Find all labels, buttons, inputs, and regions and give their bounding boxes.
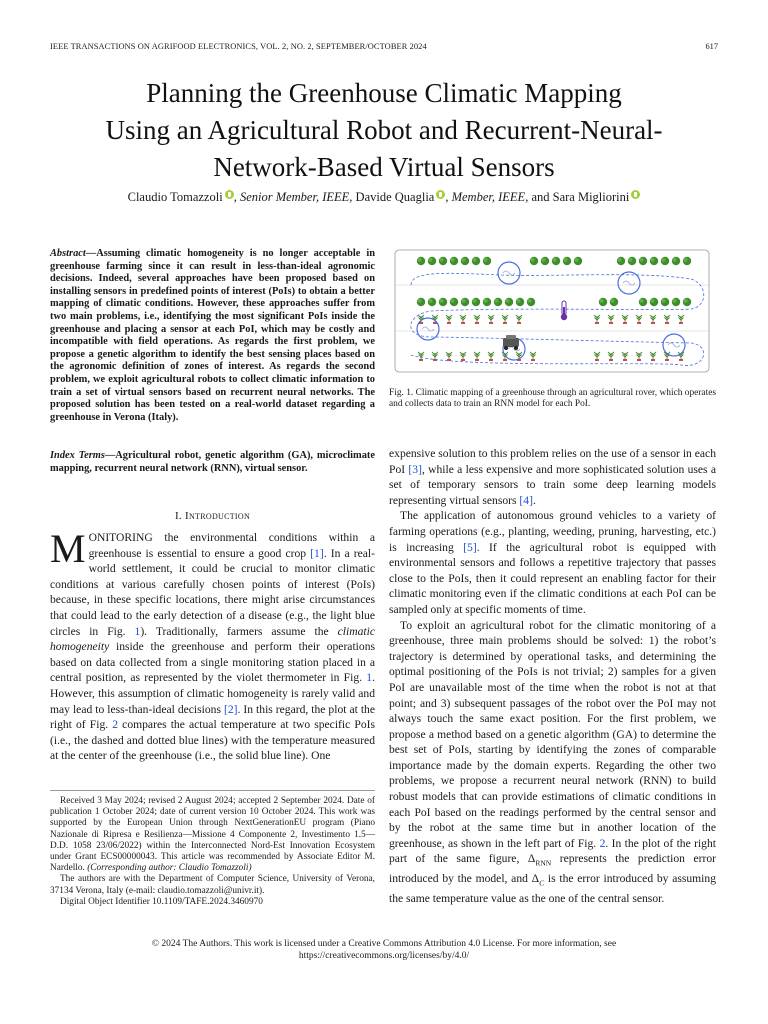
poi-circles [417, 262, 685, 360]
page-number: 617 [705, 42, 718, 51]
text-run: . In a real-world settlement, it could be crucial to monitor climatic conditions at various carefully chosen points of interest (PoIs) because, in these specific locations, there might arise circumstances that could lead to the early detection of a disease (e.g., the light blue circles in Fig. [50, 546, 375, 638]
paragraph [389, 618, 716, 907]
citation-link[interactable]: [2] [223, 702, 238, 716]
text-run: . In this regard, the plot at the right of Fig. [50, 702, 375, 732]
index-terms-text: —Agricultural robot, genetic algorithm (GA), microclimate mapping, recurrent neural network (RNN), virtual sensor. [50, 450, 375, 474]
orcid-icon[interactable] [436, 190, 445, 199]
citation-link[interactable]: [4] [519, 493, 533, 507]
text-run: , while a less expensive and more sophisticated solution uses a set of temporary sensors to train some deep learning models representing virtual sensors [389, 462, 716, 507]
footnote-affiliation: The authors are with the Department of Computer Science, University of Verona, 37134 Verona, Italy (e-mail: claudio.tomazzoli@univr.it). [50, 874, 375, 896]
abstract-label: Abstract [50, 248, 86, 259]
text-run: To exploit an agricultural robot for the climatic monitoring of a greenhouse, three main problems should be solved: 1) the robot’s trajectory is determined by operational tasks, and determining the optimal positioning of the PoIs is not trivial; 2) samples for a given PoI are unavailable most of the time when the robot is not at that point; and 3) subsequent passages of the robot over the PoI may not always touch the same exact position. For the first problem, we propose a method based on a genetic algorithm (GA) to determine the best set of PoIs, starting by identifying the zones of comparable importance made by the domain experts. Regarding the other two problems, we propose a recurrent neural network (RNN) to build robust models that can provide estimations of climatic conditions in each PoI based on the readings performed by the central sensor and by the robot at the same time but in another location of the greenhouse, as shown in the left part of Fig. [389, 618, 716, 850]
citation-link[interactable]: [3] [408, 462, 422, 476]
text-run: ). Traditionally, farmers assume the [140, 624, 338, 638]
emphasis: climatic homogeneity [50, 624, 375, 654]
text-run: inside the greenhouse and perform their operations based on data collected from a single monitoring station placed in a central position, as represented by the violet thermometer in Fig. [50, 640, 375, 685]
author-role: Member, IEEE [451, 190, 526, 204]
text-run: . In the plot of the right part of the same figure, Δ [389, 836, 716, 866]
plant-row [418, 315, 684, 324]
drop-cap: M [50, 526, 86, 571]
orcid-icon[interactable] [225, 190, 234, 199]
author-name: Sara Migliorini [552, 190, 630, 204]
paragraph [389, 508, 716, 617]
footnote-rule [50, 790, 375, 791]
text-run: ONITORING the environmental conditions within a greenhouse is essential to ensure a good crop [88, 531, 375, 560]
title-line: Using an Agricultural Robot and Recurrent-Neural- [105, 115, 663, 145]
corresponding-author: (Corresponding author: Claudio Tomazzoli) [87, 863, 252, 874]
orcid-icon[interactable] [631, 190, 640, 199]
author-line: Claudio Tomazzoli , Senior Member, IEEE, Davide Quaglia , Member, IEEE, and Sara Migliorini [40, 190, 728, 205]
figure-link[interactable]: 2 [112, 718, 119, 732]
intro-text [50, 526, 376, 764]
citation-link[interactable]: [1] [310, 546, 324, 560]
citation-link[interactable]: [5] [463, 540, 477, 554]
title-line: Network-Based Virtual Sensors [213, 152, 555, 182]
footnote-doi: Digital Object Identifier 10.1109/TAFE.2024.3460970 [60, 896, 263, 907]
section-heading: I. Introduction [174, 510, 251, 522]
abstract [50, 248, 375, 424]
text-run: represents the prediction error introduced by the model, and Δ [389, 852, 716, 886]
index-terms [50, 450, 375, 475]
text-run: compares the actual temperature at two specific PoIs (i.e., the dashed and dotted blue lines) with the temperature measured at the center of the greenhouse (i.e., the solid blue line). One [50, 718, 376, 763]
subscript: RNN [535, 858, 552, 868]
text-run: The application of autonomous ground vehicles to a variety of farming operations (e.g., planting, weeding, pruning, harvesting, etc.) is increasing [389, 509, 716, 554]
license-notice [40, 938, 728, 962]
tree-row [417, 257, 691, 265]
license-url[interactable]: https://creativecommons.org/licenses/by/4.0/ [298, 951, 470, 961]
text-run: . If the agricultural robot is equipped with environmental sensors and follows a repetitive trajectory that passes close to the PoIs, then it could represent an enabling factor for their climatic monitoring even if the climatic conditions at each PoI can be sampled only at specific moments of time. [389, 540, 716, 616]
paragraph [50, 526, 376, 764]
author-role: Senior Member, IEEE [239, 190, 350, 204]
figure-1 [391, 245, 713, 380]
running-header: IEEE TRANSACTIONS ON AGRIFOOD ELECTRONICS, VOL. 2, NO. 2, SEPTEMBER/OCTOBER 2024 [50, 42, 427, 51]
right-column-text [389, 446, 716, 907]
footnote-received [50, 796, 375, 874]
subscript: C [539, 878, 545, 888]
figure-caption: Fig. 1. Climatic mapping of a greenhouse through an agricultural rover, which operates and collects data to train an RNN model for each PoI. [389, 388, 716, 410]
paper-title [40, 75, 728, 186]
author-conjunction: and [531, 190, 550, 204]
paragraph [389, 446, 716, 508]
tree-row [417, 298, 691, 306]
figure-link[interactable]: 2 [599, 836, 606, 850]
text-run: is the error introduced by assuming the same temperature value as the one of the central sensor. [389, 872, 716, 906]
text-run: . [532, 493, 536, 507]
text-run: Received 3 May 2024; revised 2 August 2024; accepted 2 September 2024. Date of publication 1 October 2024; date of current version 10 October 2024. This work was supported by the European Union through NextGenerationEU program (Piano Nazionale di Ripresa e Resilienza—Missione 4 Componente 2, Investimento 1.5—D.D. 1058 23/06/2022) within the Interconnected Nord-Est Innovation Ecosystem under Grant ECS00000043. This article was recommended by Associate Editor M. Nardello. [50, 796, 375, 874]
greenhouse-diagram [391, 245, 713, 380]
robot-trajectory [411, 273, 704, 365]
text-run: expensive solution to this problem relies on the use of a sensor in each PoI [389, 447, 716, 476]
thermometer-icon [561, 301, 567, 320]
footnote [50, 796, 375, 908]
plant-row [418, 352, 684, 361]
title-line: Planning the Greenhouse Climatic Mapping [146, 78, 622, 108]
text-run: . However, this assumption of climatic homogeneity is rarely valid and may lead to less-than-ideal decisions [50, 671, 375, 716]
figure-link[interactable]: 1 [134, 624, 141, 638]
abstract-text: —Assuming climatic homogeneity is no longer acceptable in greenhouse farming since it can result in less-than-ideal agronomic decisions. Indeed, several approaches have been proposed based on installing sensors in predefined points of interest (PoIs) to obtain a better mapping of climatic conditions. However, these approaches suffer from two main problems, i.e., identifying the most significant PoIs inside the greenhouse and placing a sensor at each PoI, which may be costly and incompatible with field operations. As regards the first problem, we propose a genetic algorithm to identify the best sensing places based on the agronomic definition of zones of interest. As regards the second problem, we exploit agricultural robots to collect climatic information to train a set of virtual sensors based on recurrent neural networks. The proposed solution has been tested on a real-world dataset regarding a greenhouse in Verona (Italy). [50, 248, 375, 423]
author-name: Davide Quaglia [355, 190, 435, 204]
index-terms-label: Index Terms [50, 450, 105, 461]
figure-link[interactable]: 1 [366, 671, 373, 685]
license-text: © 2024 The Authors. This work is licensed under a Creative Commons Attribution 4.0 License. For more information, see [151, 939, 617, 949]
robot-icon [503, 335, 519, 350]
author-name: Claudio Tomazzoli [127, 190, 223, 204]
